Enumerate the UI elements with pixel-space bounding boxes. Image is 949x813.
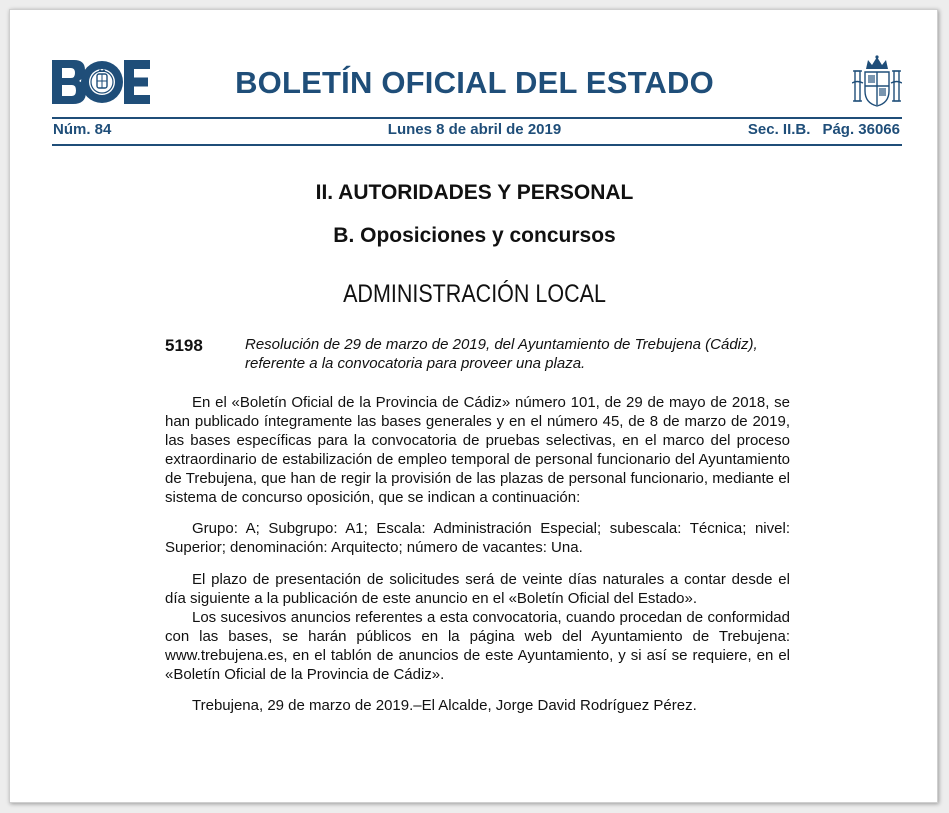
signature-line: Trebujena, 29 de marzo de 2019.–El Alcalde, Jorge David Rodríguez Pérez. [192,697,697,714]
masthead-top-rule [52,117,902,119]
administration-heading: ADMINISTRACIÓN LOCAL [343,280,606,308]
section-heading: II. AUTORIDADES Y PERSONAL [315,181,634,204]
coat-of-arms-icon [852,55,902,109]
issue-date: Lunes 8 de abril de 2019 [387,121,562,138]
masthead-bottom-rule [52,144,902,146]
issue-number: Núm. 84 [53,121,112,138]
body-paragraph-2: Grupo: A; Subgrupo: A1; Escala: Administración Especial; subescala: Técnica; nivel: Superior; denominación: Arquitecto; número de vacantes: Una. [165,520,790,556]
reference-title: Resolución de 29 de marzo de 2019, del Ayuntamiento de Trebujena (Cádiz), referente a la convocatoria para proveer una plaza. [245,336,758,372]
masthead-title: BOLETÍN OFICIAL DEL ESTADO [235,65,714,100]
document-page [9,9,938,803]
subsection-heading: B. Oposiciones y concursos [333,224,616,247]
reference-number: 5198 [165,336,203,355]
page-number: Pág. 36066 [822,121,900,138]
section-code: Sec. II.B. [747,121,811,138]
body-paragraph-1: En el «Boletín Oficial de la Provincia de Cádiz» número 101, de 29 de mayo de 2018, se han publicado íntegramente las bases generales y en el número 45, de 8 de marzo de 2019, las bases específicas para la convocatoria de pruebas selectivas, en el marco del proceso extraordinario de estabilización de empleo temporal de personal funcionario del Ayuntamiento de Trebujena, que han de regir la provisión de las plazas de personal funcionario, mediante el sistema de concurso oposición, que se indican a continuación: [165,394,790,506]
body-paragraph-3: El plazo de presentación de solicitudes será de veinte días naturales a contar desde el día siguiente a la publicación de este anuncio en el «Boletín Oficial del Estado». [165,571,790,607]
body-paragraph-4: Los sucesivos anuncios referentes a esta convocatoria, cuando procedan de conformidad con las bases, se harán públicos en la página web del Ayuntamiento de Trebujena: www.trebujena.es, en el tablón de anuncios de este Ayuntamiento, y si así se requiere, en el «Boletín Oficial de la Provincia de Cádiz». [165,609,790,683]
section-page [748,121,900,138]
